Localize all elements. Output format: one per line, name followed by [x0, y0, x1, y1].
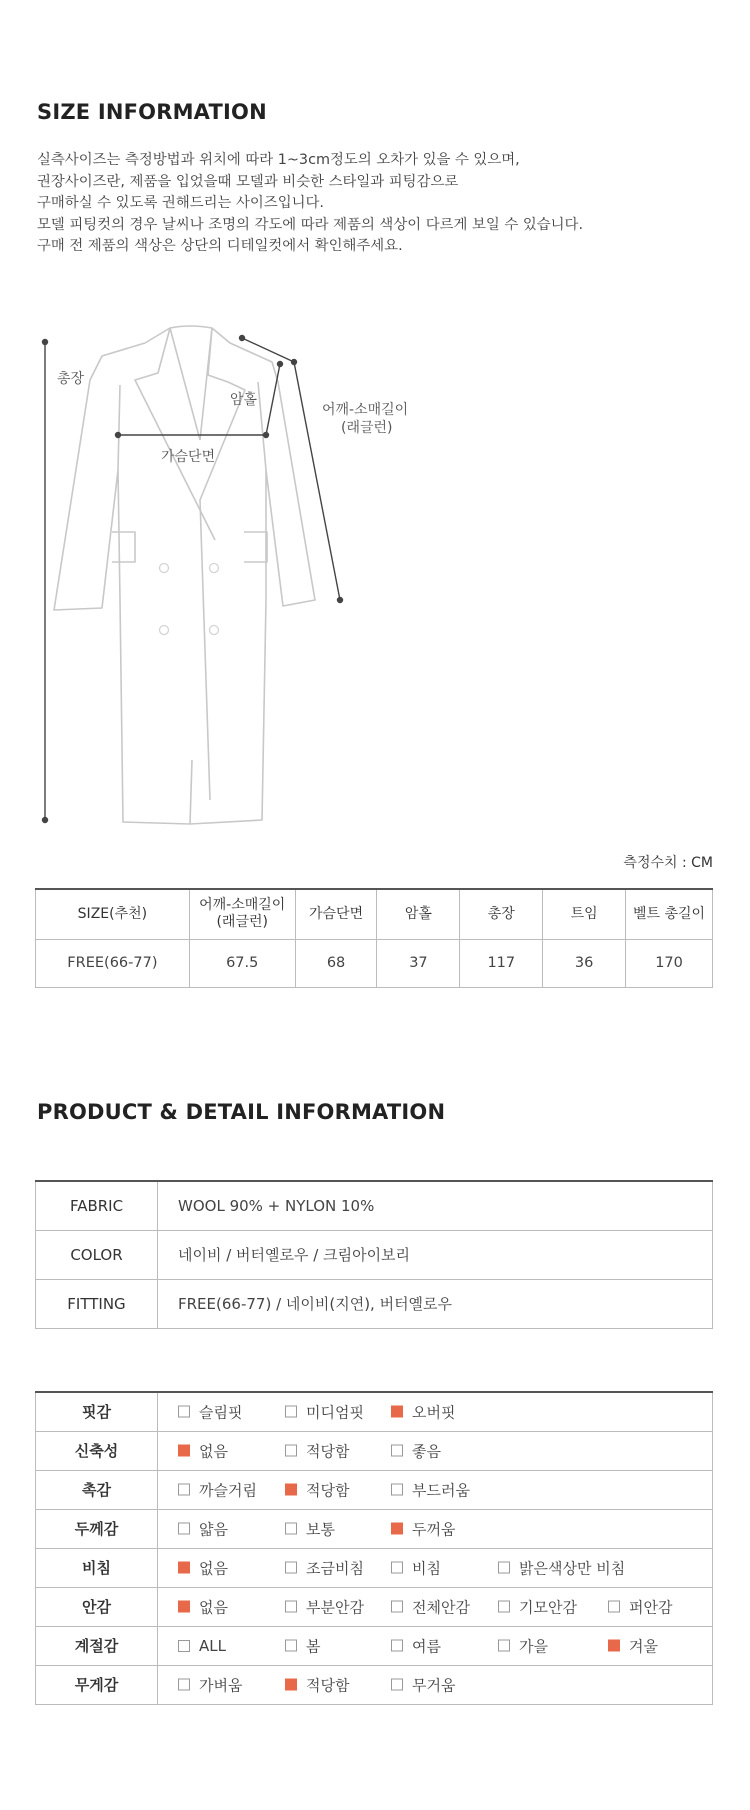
chest-label: 가슴단면: [161, 449, 216, 465]
value-cell: 170: [626, 939, 713, 987]
option-item: [391, 1518, 455, 1539]
option-values: [158, 1509, 713, 1548]
table-row: [36, 1548, 713, 1587]
option-item: [285, 1518, 335, 1539]
option-label: 안감: [36, 1587, 158, 1626]
option-label: 촉감: [36, 1470, 158, 1509]
value-cell: 37: [377, 939, 460, 987]
option-item: [498, 1557, 625, 1578]
header-cell: [189, 889, 295, 939]
table-row: [36, 1509, 713, 1548]
option-text: 오버핏: [412, 1403, 456, 1422]
option-item: [391, 1401, 455, 1422]
size-title: SIZE INFORMATION: [37, 100, 267, 124]
unchecked-checkbox-icon: [608, 1601, 620, 1613]
option-values: [158, 1548, 713, 1587]
option-item: [608, 1635, 658, 1656]
option-text: 퍼안감: [629, 1598, 673, 1616]
unchecked-checkbox-icon: [178, 1406, 190, 1418]
option-text: 두꺼움: [412, 1520, 456, 1538]
option-item: [391, 1479, 470, 1500]
table-row: [36, 1181, 713, 1230]
option-item: [498, 1596, 577, 1617]
option-text: 없음: [199, 1559, 228, 1577]
header-cell: SIZE(추천): [36, 889, 190, 939]
option-label: 무게감: [36, 1665, 158, 1704]
checked-checkbox-icon: [178, 1562, 190, 1574]
option-item: [498, 1635, 548, 1656]
option-text: 슬림핏: [199, 1403, 243, 1422]
unchecked-checkbox-icon: [391, 1562, 403, 1574]
option-text: 적당함: [306, 1676, 350, 1694]
checked-checkbox-icon: [391, 1406, 403, 1418]
option-text: 얇음: [199, 1520, 228, 1538]
option-text: 가벼움: [199, 1676, 243, 1694]
table-row: [36, 1392, 713, 1431]
checked-checkbox-icon: [391, 1523, 403, 1535]
option-text: 기모안감: [519, 1598, 577, 1616]
option-item: [285, 1479, 349, 1500]
option-item: [285, 1674, 349, 1695]
table-row: [36, 1431, 713, 1470]
table-row: [36, 1230, 713, 1279]
option-text: 전체안감: [412, 1598, 470, 1616]
option-item: [285, 1401, 364, 1422]
table-row: [36, 1665, 713, 1704]
option-item: [285, 1596, 364, 1617]
option-item: [178, 1518, 228, 1539]
option-text: 미디엄핏: [306, 1403, 364, 1422]
value-cell: 68: [295, 939, 377, 987]
option-item: [391, 1440, 441, 1461]
option-item: [178, 1674, 242, 1695]
option-values: [158, 1626, 713, 1665]
coat-illustration: [30, 300, 430, 840]
option-text: 겨울: [629, 1637, 658, 1655]
option-values: [158, 1431, 713, 1470]
value-cell: 36: [543, 939, 626, 987]
unchecked-checkbox-icon: [285, 1523, 297, 1535]
unchecked-checkbox-icon: [391, 1640, 403, 1652]
header-cell: 트임: [543, 889, 626, 939]
option-item: [178, 1596, 228, 1617]
option-text: 밝은색상만 비침: [519, 1559, 626, 1577]
detail-label: FABRIC: [36, 1181, 158, 1230]
option-item: [178, 1557, 228, 1578]
checked-checkbox-icon: [178, 1601, 190, 1613]
option-text: 없음: [199, 1442, 228, 1460]
unchecked-checkbox-icon: [285, 1445, 297, 1457]
option-text: 적당함: [306, 1481, 350, 1499]
option-text: 봄: [306, 1637, 321, 1655]
unchecked-checkbox-icon: [391, 1445, 403, 1457]
detail-value: WOOL 90% + NYLON 10%: [158, 1181, 713, 1230]
note-line: 실측사이즈는 측정방법과 위치에 따라 1~3cm정도의 오차가 있을 수 있으며,: [37, 152, 520, 168]
unchecked-checkbox-icon: [178, 1484, 190, 1496]
header-cell: 벨트 총길이: [626, 889, 713, 939]
option-label: 핏감: [36, 1392, 158, 1431]
table-row: [36, 1626, 713, 1665]
table-row: [36, 1470, 713, 1509]
option-item: [178, 1440, 228, 1461]
size-table-header: [36, 889, 713, 939]
option-text: 적당함: [306, 1442, 350, 1460]
note-line: 구매하실 수 있도록 권해드리는 사이즈입니다.: [37, 195, 324, 211]
option-item: [391, 1635, 441, 1656]
unchecked-checkbox-icon: [285, 1562, 297, 1574]
option-text: 까슬거림: [199, 1481, 257, 1499]
coat-size-diagram: [30, 300, 430, 840]
note-line: 구매 전 제품의 색상은 상단의 디테일컷에서 확인해주세요.: [37, 238, 403, 254]
unchecked-checkbox-icon: [178, 1679, 190, 1691]
note-line: 권장사이즈란, 제품을 입었을때 모델과 비슷한 스타일과 피팅감으로: [37, 173, 459, 190]
option-item: [178, 1637, 226, 1655]
option-text: 좋음: [412, 1442, 441, 1460]
size-notes: [37, 150, 583, 258]
length-label: 총장: [57, 371, 85, 387]
option-text: 여름: [412, 1637, 441, 1655]
option-text: 비침: [412, 1559, 441, 1577]
option-item: [285, 1635, 321, 1656]
sleeve-label-line2: (래글런): [341, 420, 393, 436]
detail-label: FITTING: [36, 1279, 158, 1328]
detail-table: [35, 1180, 713, 1329]
table-row: [36, 1587, 713, 1626]
option-text: 가을: [519, 1637, 548, 1655]
option-label: 비침: [36, 1548, 158, 1587]
product-title: PRODUCT & DETAIL INFORMATION: [37, 1100, 446, 1124]
option-values: [158, 1470, 713, 1509]
detail-value: 네이비 / 버터옐로우 / 크림아이보리: [158, 1230, 713, 1279]
unchecked-checkbox-icon: [498, 1562, 510, 1574]
checked-checkbox-icon: [178, 1445, 190, 1457]
unchecked-checkbox-icon: [391, 1601, 403, 1613]
option-item: [178, 1479, 257, 1500]
table-row: [36, 939, 713, 987]
sleeve-label-line1: 어깨-소매길이: [322, 402, 409, 418]
option-item: [285, 1557, 364, 1578]
option-table: [35, 1391, 713, 1705]
option-text: 무거움: [412, 1676, 456, 1694]
unchecked-checkbox-icon: [498, 1640, 510, 1652]
size-cell: FREE(66-77): [36, 939, 190, 987]
unchecked-checkbox-icon: [391, 1679, 403, 1691]
option-values: [158, 1587, 713, 1626]
header-cell: 암홀: [377, 889, 460, 939]
option-text: 조금비침: [306, 1559, 364, 1577]
detail-label: COLOR: [36, 1230, 158, 1279]
value-cell: 117: [460, 939, 543, 987]
option-item: [391, 1557, 441, 1578]
unchecked-checkbox-icon: [498, 1601, 510, 1613]
option-item: [285, 1440, 349, 1461]
header-cell: 총장: [460, 889, 543, 939]
option-text: 없음: [199, 1598, 228, 1616]
option-item: [178, 1401, 242, 1422]
option-text: 부드러움: [412, 1481, 470, 1499]
value-cell: 67.5: [189, 939, 295, 987]
unchecked-checkbox-icon: [285, 1406, 297, 1418]
unchecked-checkbox-icon: [178, 1523, 190, 1535]
checked-checkbox-icon: [285, 1679, 297, 1691]
checked-checkbox-icon: [285, 1484, 297, 1496]
option-text: ALL: [199, 1636, 226, 1655]
option-item: [608, 1596, 672, 1617]
checked-checkbox-icon: [608, 1640, 620, 1652]
detail-value: FREE(66-77) / 네이비(지연), 버터옐로우: [158, 1279, 713, 1328]
option-label: 두께감: [36, 1509, 158, 1548]
armhole-label: 암홀: [230, 392, 258, 408]
option-label: 신축성: [36, 1431, 158, 1470]
unchecked-checkbox-icon: [285, 1601, 297, 1613]
unchecked-checkbox-icon: [178, 1640, 190, 1652]
option-item: [391, 1674, 455, 1695]
note-line: 모델 피팅컷의 경우 날씨나 조명의 각도에 따라 제품의 색상이 다르게 보일 수 있습니다.: [37, 216, 584, 233]
option-text: 보통: [306, 1520, 335, 1538]
table-row: [36, 1279, 713, 1328]
option-values: [158, 1392, 713, 1431]
option-text: 부분안감: [306, 1598, 364, 1616]
option-values: [158, 1665, 713, 1704]
unchecked-checkbox-icon: [391, 1484, 403, 1496]
header-sleeve-line2: (래글런): [216, 914, 268, 931]
unchecked-checkbox-icon: [285, 1640, 297, 1652]
option-label: 계절감: [36, 1626, 158, 1665]
header-cell: 가슴단면: [295, 889, 377, 939]
header-sleeve-line1: 어깨-소매길이: [199, 897, 286, 914]
measurement-unit: 측정수치 : CM: [623, 855, 713, 871]
size-table: [35, 888, 713, 988]
option-item: [391, 1596, 470, 1617]
